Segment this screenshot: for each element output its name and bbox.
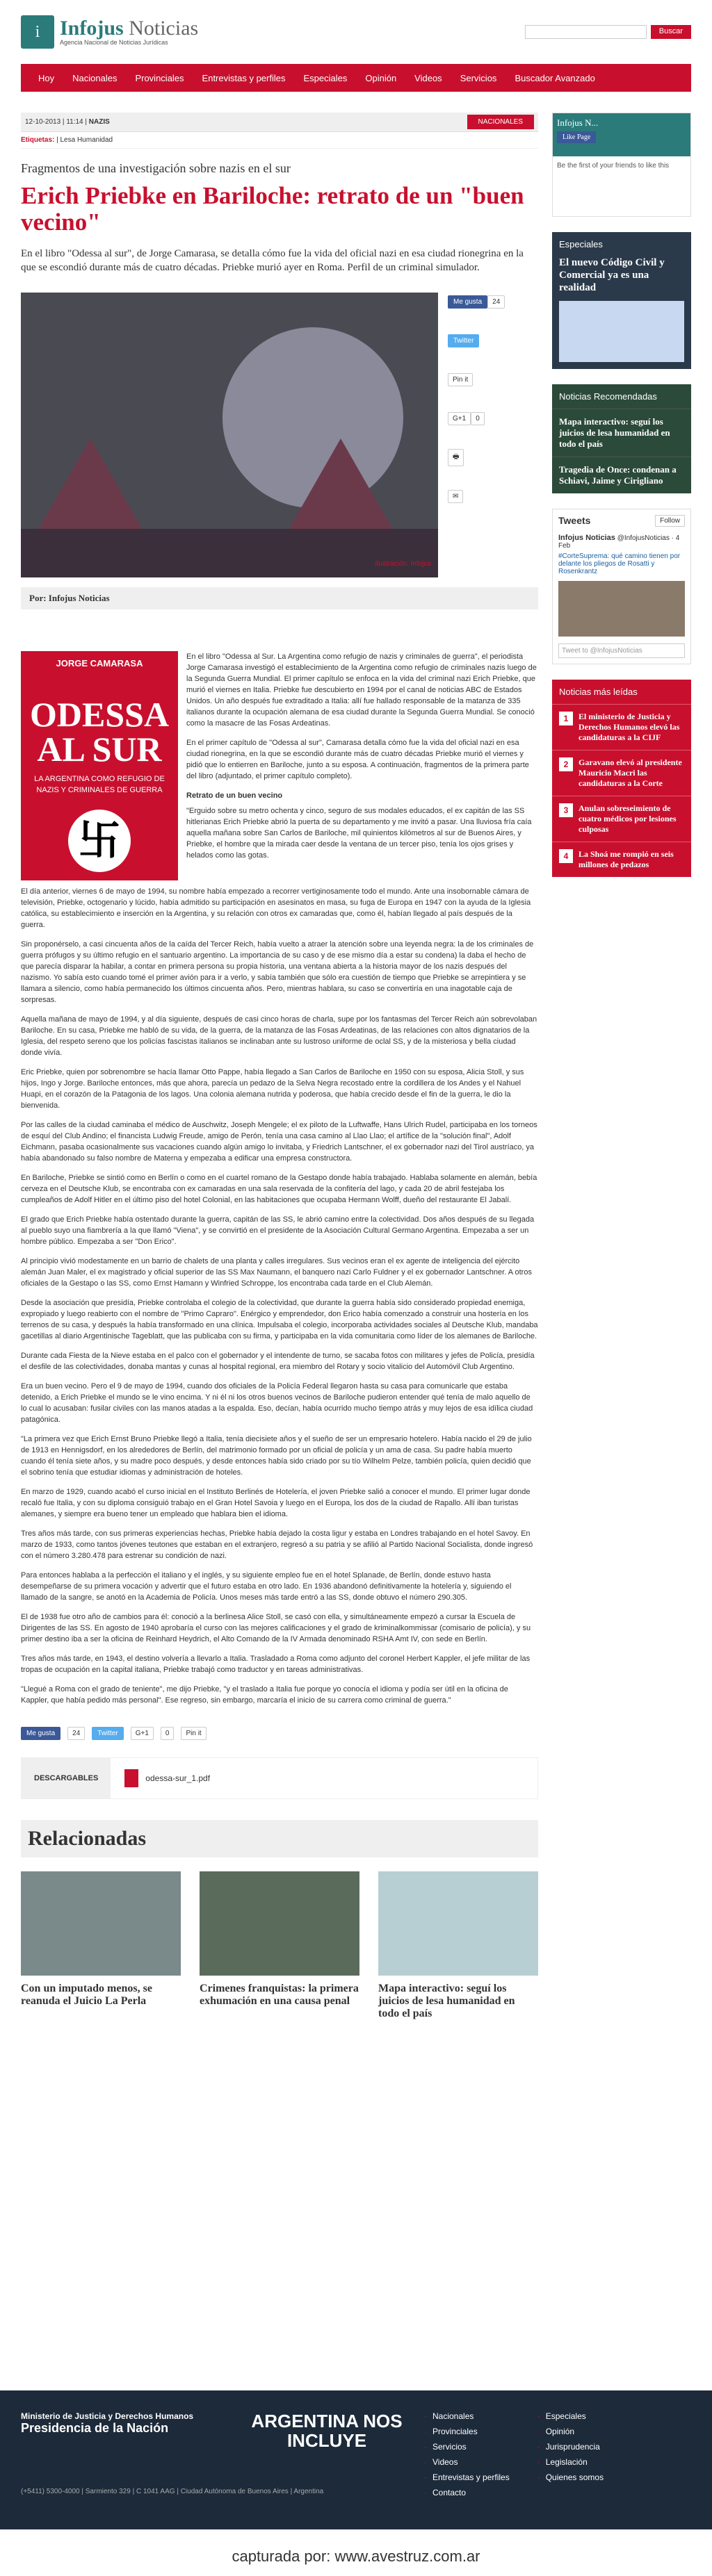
section-tag[interactable]: NACIONALES xyxy=(467,115,534,129)
paragraph: Sin proponérselo, a casi cincuenta años de la caída del Tercer Reich, había vuelto a atraer la atención sobre una leyenda negra: la de los criminales de guerra prófugos y su último refugio en el santuario argentino. La importancia de su caso y de ese mismo día a estar su condena) la daba el hecho de que parecía disparar la habilar, a contar en primera persona su propia historia, una ventana abierta a la historia mayor de los nazis después del nazismo. Yo sabía esto cuando tomé el primer avión para ir a verlo, y sabía también que sólo era cuestión de tiempo que Priebke se arrepintiera y se llamara a silencio, como había permanecido los últimos cincuenta años. Pero, mientras hablara, su caso se convertiría en una inagotable caja de sorpresas. xyxy=(21,940,534,1004)
footer-link[interactable]: · Videos xyxy=(424,2457,510,2467)
nav-provinciales[interactable]: Provinciales xyxy=(135,72,184,83)
footer-slogan: ARGENTINA NOS INCLUYE xyxy=(251,2411,403,2451)
nav-servicios[interactable]: Servicios xyxy=(460,72,497,83)
gplus-button[interactable]: G+1 xyxy=(448,412,471,425)
most-read-item[interactable]: 1 El ministerio de Justicia y Derechos Humanos elevó las candidaturas a la CIJF xyxy=(552,704,691,750)
paragraph: En el primer capítulo de "Odessa al sur", Camarasa detalla cómo fue la vida del oficial nazi en esa ciudad rionegrina, en la que se escondió durante más de cuatro décadas Priebke murió el viernes y pidió que lo entierren en Bariloche, junto a su esposa. A continuación, fragmentos de la primera parte del libro (adjuntado, el primer capítulo completo). xyxy=(186,739,529,780)
paragraph: Tres años más tarde, con sus primeras experiencias hechas, Priebke había dejado la costa ligur y estaba en Londres trabajando en el hotel Savoy. En marzo de 1933, como tantos jóvenes teutones que estaban en el extranjero, regresó a su patria y se afilió al Partido Nacional Socialista, donde ingresó con el número 3.280.478 para estrenar su condición de nazi. xyxy=(21,1529,533,1560)
gplus-count: 0 xyxy=(471,412,485,425)
search-area xyxy=(525,25,691,39)
pinterest-button-bottom[interactable]: Pin it xyxy=(181,1727,206,1740)
paragraph: El grado que Erich Priebke había ostentado durante la guerra, capitán de las SS, le abrió camino entre la colectividad. Dos años después de su llegada al pueblo suyo una fiambrería a la que llamó "Viena", y se convirtió en el presidente de la Asociación Cultural Germano Argentina. Empezaba a ser un hombre público. Empezaba a ser "Don Erico". xyxy=(21,1215,535,1246)
most-read-item[interactable]: 3 Anulan sobreseimiento de cuatro médicos por lesiones culposas xyxy=(552,796,691,842)
floor-shape xyxy=(21,529,438,577)
related-card[interactable]: Mapa interactivo: seguí los juicios de lesa humanidad en todo el país xyxy=(378,1871,538,2020)
paragraph: "Llegué a Roma con el grado de teniente", me dijo Priebke, "y el traslado a Italia fue porque yo conocía el idioma y podía ser útil en la oficina de Kappler, que había pedido más personal". Ese regreso, sin embargo, marcaría el inicio de su carrera como criminal de guerra." xyxy=(21,1685,508,1705)
article-lead: En el libro "Odessa al sur", de Jorge Camarasa, se detalla cómo fue la vida del oficial nazi en esa ciudad rionegrina en la que se escondió durante más de cuatro décadas. Priebke murió ayer en Roma. Perfil de un criminal simulador. xyxy=(21,248,524,273)
paragraph: En marzo de 1929, cuando acabó el curso inicial en el Instituto Berlinés de Hotelería, el joven Priebke salió a conocer el mundo. El primer lugar donde recaló fue Italia, y con su diploma consiguió trabajo en el Gran Hotel Savoia y luego en el Europa, los dos de la ciudad de Rapallo. Allí iban turistas alemanes, y siempre era bueno tener un empleado que hablara bien el idioma. xyxy=(21,1488,531,1518)
footer: Ministerio de Justicia y Derechos Humanos Presidencia de la Nación ARGENTINA NOS INCLUYE · Nacionales · Provinciales · Servicios · Videos · Entrevistas y perfiles · Contacto · Especiales · Opinión · Jurisprudencia · Legislación · Quienes somos (+5411) 5300-4000 | Sarmiento 329 | C 1041 AAG | Ciudad Autónoma de Buenos Aires | Argentina xyxy=(0,2390,712,2529)
paragraph: Al principio vivió modestamente en un barrio de chalets de una planta y calles irregulares. Sus vecinos eran el ex agente de inteligencia del ejército alemán Juan Maler, el ex magistrado y oficial superior de las SS Max Naumann, el banquero nazi Carlo Fuldner y el ex gobernador Lantschner. A otros oficiales de la Gestapo o las SS, como Ernst Hamann y Winfried Schroppe, los encontraba cada tarde en el Club Alemán. xyxy=(21,1257,532,1288)
paragraph: En Bariloche, Priebke se sintió como en Berlín o como en el cuartel romano de la Gestapo donde había trabajado. Hablaba solamente en alemán, bebía cerveza en el Deutsche Klub, se encontraba con ex camaradas en una sala reservada de la confitería del lago, y cada 20 de abril festejaba los cumpleaños de Adolf Hitler en el último piso del hotel Colonial, en las habitaciones que ocupaba Hermann Wolff, dueño del restaurante El Jabalí. xyxy=(21,1174,537,1204)
related-thumb xyxy=(378,1871,538,1976)
image-caption: Ilustración: Infojus xyxy=(375,560,431,568)
article-illustration xyxy=(21,293,438,577)
download-link[interactable]: odessa-sur_1.pdf xyxy=(145,1773,211,1783)
twitter-button[interactable]: Twitter xyxy=(448,334,479,347)
article-date: 12-10-2013 xyxy=(25,118,61,126)
fb-count: 24 xyxy=(487,295,505,309)
most-read-item[interactable]: 4 La Shoá me rompió en seis millones de pedazos xyxy=(552,842,691,877)
article-body xyxy=(21,651,538,1706)
tweet-photo xyxy=(558,581,685,637)
twitter-button-bottom[interactable]: Twitter xyxy=(92,1727,123,1740)
paragraph: Aquella mañana de mayo de 1994, y al día siguiente, después de casi cinco horas de charla, supe por los fantasmas del Tercer Reich aún sobrevolaban Bariloche. En su casa, Priebke me habló de su vida, de la guerra, de la matanza de las Fosas Ardeatinas, de las relaciones con altos dignatarios de la Iglesia, del respeto sereno que los policías fascistas italianos se inclinaban ante su lustroso uniforme de oclal SS, y de la misteriosa y bella ciudad donde vivía. xyxy=(21,1015,537,1057)
book-cover: JORGE CAMARASA ODESSA AL SUR LA ARGENTINA COMO REFUGIO DE NAZIS Y CRIMINALES DE GUERRA 卐 xyxy=(21,651,178,880)
nav-especiales[interactable]: Especiales xyxy=(303,72,348,83)
tweet-input[interactable]: Tweet to @InfojusNoticias xyxy=(558,643,685,658)
related-thumb xyxy=(200,1871,359,1976)
especiales-widget[interactable]: Especiales El nuevo Código Civil y Comercial ya es una realidad xyxy=(552,232,691,369)
recommended-widget: Noticias Recomendadas Mapa interactivo: seguí los juicios de lesa humanidad en todo el país Tragedia de Once: condenan a Schiavi, Jaime y Cirigliano xyxy=(552,384,691,493)
search-input[interactable] xyxy=(525,25,647,39)
downloads xyxy=(21,1757,538,1799)
paragraph: Eric Priebke, quien por sobrenombre se hacía llamar Otto Pappe, había llegado a San Carlos de Bariloche en 1950 con su esposa, Alicia Stoll, y sus hijos, Ingo y Jorge. Bariloche entonces, más que ahora, parecía un pedazo de la Selva Negra recostado entre la cordillera de los Andes y el Nahuel Huapi, en el corazón de la Patagonia de los lagos. Una colonia alemana nutrida y poderosa, que había crecido desde el fin de la guerra, le dio la bienvenida. xyxy=(21,1068,524,1110)
article-kicker: Fragmentos de una investigación sobre nazis en el sur xyxy=(21,161,291,175)
fb-page-like-button[interactable]: Like Page xyxy=(557,131,596,143)
fb-widget: Infojus N... Like Page Be the first of your friends to like this xyxy=(552,113,691,217)
sidebar xyxy=(552,113,691,2020)
paragraph: El de 1938 fue otro año de cambios para él: conoció a la berlinesa Alice Stoll, se casó con ella, y simultáneamente empezó a cursar la Escuela de Dirigentes de las SS. En agosto de 1940 aprobaría el curso con las mejores calificaciones y el grado de kriminalkommissar (comisario de policía), y su primer destino iba a ser la oficina de Reinhard Heydrich, el Alto Comando de la IV Armada denominado RSHA Amt IV, con sede en Berlín. xyxy=(21,1613,531,1643)
search-button[interactable]: Buscar xyxy=(651,25,691,39)
footer-link[interactable]: · Provinciales xyxy=(424,2427,510,2436)
paragraph: Era un buen vecino. Pero el 9 de mayo de 1994, cuando dos oficiales de la Policía Federal llegaron hasta su casa para comunicarle que estaba detenido, a Erich Priebke el mundo se le vino encima. Y ni él ni los otros buenos vecinos de Bariloche pudieron entender qué tenía de malo aquello de lo cual lo acusaban: fusilar civiles con las manos atadas a la espalda. Eso, decían, había ocurrido mucho tiempo atrás y muy lejos de esa idílica ciudad patagónica. xyxy=(21,1382,533,1424)
footer-address: (+5411) 5300-4000 | Sarmiento 329 | C 1041 AAG | Ciudad Autónoma de Buenos Aires | Argentina xyxy=(21,2488,324,2495)
paragraph: Durante cada Fiesta de la Nieve estaba en el palco con el gobernador y el intendente de turno, se sacaba fotos con militares y jefes de Policía, presidía el desfile de las colectividades, donaba mantas y cunas al hospital regional, era miembro del Rotary y socio vitalicio del Automóvil Club Argentino. xyxy=(21,1352,535,1371)
paragraph: El día anterior, viernes 6 de mayo de 1994, su nombre había empezado a recorrer vertiginosamente todo el mundo. Ante una insobornable cámara de televisión, Priebke, octogenario y lúcido, había admitido su participación en asesinatos en masa, su fuga de Europa en 1947 con la ayuda de la Iglesia católica, su establecimiento e inserción en la Argentina, y su relación con otros ex camaradas que, como él, habían llegado al país después de la guerra. xyxy=(21,887,531,929)
footer-link[interactable]: · Entrevistas y perfiles xyxy=(424,2472,510,2482)
author-bar: Por: Infojus Noticias xyxy=(21,587,538,609)
article xyxy=(21,113,538,2020)
footer-link[interactable]: · Contacto xyxy=(424,2488,510,2497)
most-read-item[interactable]: 2 Garavano elevó al presidente Mauricio Macri las candidaturas a la Corte xyxy=(552,750,691,796)
twitter-widget: Tweets Follow Infojus Noticias @InfojusNoticias · 4 Feb #CorteSuprema: qué camino tienen por delante los pliegos de Rosatti y Rosenkrantz Tweet to @InfojusNoticias xyxy=(552,509,691,664)
site-logo[interactable] xyxy=(21,15,198,49)
paragraph: "Erguido sobre su metro ochenta y cinco, seguro de sus modales educados, el ex capitán de las SS hitlerianas Erich Priebke abrió la puerta de su departamento y me invitó a pasar. Una lluviosa fría caía aquella mañana sobre San Carlos de Bariloche, mil quinientos kilómetros al sur de Buenos Aires, y Priebke, el hombre que la mirada caer desde la ventana de un tercer piso, tenía los ojos grises y helados como las gotas. xyxy=(186,807,532,860)
paragraph: Desde la asociación que presidía, Priebke controlaba el colegio de la colectividad, que durante la guerra había sido considerado propiedad enemiga, expropiado y luego reabierto con el nombre de "Primo Capraro". Enérgico y emprendedor, don Erico había comenzado a construir una hostería en los terrenos de su casa, y después la había transformado en una clínica. Impulsaba el colegio, incorporaba actividades sociales al Deutsche Klub, mandaba gacetillas al diario Argentinische Tageblatt, que las publicaba con su firma, y participaba en la vida comunitaria como líder de los alemanes de Bariloche. xyxy=(21,1299,538,1340)
related-card[interactable]: Crimenes franquistas: la primera exhumación en una causa penal xyxy=(200,1871,359,2020)
article-time: 11:14 xyxy=(66,118,83,126)
print-icon[interactable]: 🖶 xyxy=(448,449,464,466)
label-link[interactable]: Lesa Humanidad xyxy=(60,136,113,144)
swastika-icon: 卐 xyxy=(68,810,131,872)
main-nav xyxy=(21,64,691,92)
nav-buscador[interactable]: Buscador Avanzado xyxy=(515,72,595,83)
subhead: Retrato de un buen vecino xyxy=(186,791,283,800)
fb-like-button[interactable]: Me gusta xyxy=(448,295,487,309)
fb-like-button-bottom[interactable]: Me gusta xyxy=(21,1727,60,1740)
paragraph: Para entonces hablaba a la perfección el italiano y el inglés, y su siguiente empleo fue en el hotel Splanade, de Berlín, donde estuvo hasta desempeñarse de su primera vocación y advertir que el futuro estaba en otro lado. En 1936 abandonó definitivamente la hotelería y, siguiendo el llamado de la sangre, se anotó en la Academia de Policía. Unos meses más tarde entró a las SS, donde obtuvo el número 290.305. xyxy=(21,1571,512,1602)
nav-entrevistas[interactable]: Entrevistas y perfiles xyxy=(202,72,286,83)
dateline: 12-10-2013 | 11:14 | NAZIS NACIONALES xyxy=(21,113,538,132)
recommended-item[interactable]: Tragedia de Once: condenan a Schiavi, Jaime y Cirigliano xyxy=(552,457,691,493)
article-section: NAZIS xyxy=(88,118,110,126)
footer-link[interactable]: · Especiales xyxy=(537,2411,604,2421)
nav-hoy[interactable]: Hoy xyxy=(38,72,55,83)
nav-opinion[interactable]: Opinión xyxy=(365,72,397,83)
site-subtitle: Agencia Nacional de Noticias Jurídicas xyxy=(60,39,168,46)
footer-link[interactable]: · Legislación xyxy=(537,2457,604,2467)
pdf-icon xyxy=(124,1769,138,1787)
labels: Etiquetas: | Lesa Humanidad xyxy=(21,132,538,149)
pinterest-button[interactable]: Pin it xyxy=(448,373,473,386)
related-card[interactable]: Con un imputado menos, se reanuda el Juicio La Perla xyxy=(21,1871,181,2020)
footer-link[interactable]: · Quienes somos xyxy=(537,2472,604,2482)
article-title: Erich Priebke en Bariloche: retrato de un "buen vecino" xyxy=(21,182,524,236)
most-read-widget: Noticias más leídas 1 El ministerio de Justicia y Derechos Humanos elevó las candidaturas a la CIJF 2 Garavano elevó al presidente Mauricio Macri las candidaturas a la Corte 3 Anulan sobreseimiento de cuatro médicos por lesiones culposas 4 La Shoá me rompió en seis millones de pedazos xyxy=(552,680,691,877)
footer-link[interactable]: · Servicios xyxy=(424,2442,510,2452)
nav-videos[interactable]: Videos xyxy=(414,72,442,83)
bottom-share-bar xyxy=(21,1723,538,1744)
paragraph: En el libro "Odessa al Sur. La Argentina como refugio de nazis y criminales de guerra", el periodista Jorge Camarasa investigó el establecimiento de la Argentina como refugio de criminales nazis luego de la Segunda Guerra Mundial. El primer capítulo se enfoca en la vida del criminal nazi Erich Priebke, que murió el viernes en Italia. Priebke fue descubierto en 1994 por el canal de noticias ABC de Estados Unidos. Un año después fue extraditado a Italia: allí fue hallado responsable de la matanza de 335 italianos durante la ocupación alemana de esa ciudad durante la Segunda Guerra Mundial. Se conoció como la masacre de las Fosas Ardeatinas. xyxy=(186,653,537,728)
footer-link[interactable]: · Opinión xyxy=(537,2427,604,2436)
recommended-item[interactable]: Mapa interactivo: seguí los juicios de lesa humanidad en todo el país xyxy=(552,409,691,457)
paragraph: "La primera vez que Erich Ernst Bruno Priebke llegó a Italia, tenía diecisiete años y el sueño de ser un empresario hotelero. Había nacido el 29 de julio de 1913 en Hennigsdorf, en los alrededores de Berlín, del matrimonio formado por un oficial de policía y un ama de casa. Su padre había muerto cuando él tenía siete años, y su madre poco después, y desde entonces había sido criado por su tío Wilhelm Pelze, también policía, quien decidió que el sobrino tenía que estudiar idiomas y administración de hoteles. xyxy=(21,1435,532,1477)
logo-icon: i xyxy=(21,15,54,49)
footer-link[interactable]: · Nacionales xyxy=(424,2411,510,2421)
nav-nacionales[interactable]: Nacionales xyxy=(72,72,118,83)
site-name: Infojus Noticias xyxy=(60,17,199,40)
capture-credit: capturada por: www.avestruz.com.ar xyxy=(232,2548,480,2565)
especiales-thumb xyxy=(559,301,684,362)
header xyxy=(0,0,712,64)
related-title: Relacionadas xyxy=(21,1820,538,1857)
share-column xyxy=(448,293,538,577)
email-icon[interactable]: ✉ xyxy=(448,490,463,503)
paragraph: Tres años más tarde, en 1943, el destino volvería a llevarlo a Italia. Trasladado a Roma como adjunto del coronel Herbert Kappler, el jefe militar de las tropas de ocupación en la capital italiana, Priebke trabajó como traductor y en tareas administrativas. xyxy=(21,1655,531,1674)
mountain-shape xyxy=(35,438,146,536)
related-list xyxy=(21,1871,538,2020)
footer-link[interactable]: · Jurisprudencia xyxy=(537,2442,604,2452)
paragraph: Por las calles de la ciudad caminaba el médico de Auschwitz, Joseph Mengele; el ex piloto de la Luftwaffe, Hans Ulrich Rudel, participaba en los torneos de esquí del Club Andino; el financista Ludwig Freude, amigo de Perón, tenía una casa camino al Llao Llao; el artífice de la "solución final", Adolf Eichmann, pasaba ocasionalmente sus vacaciones cuando algún amigo lo invitaba, y Friedrich Lantschner, el ex gobernador nazi del Tirol austríaco, ya había abandonado su falso nombre de Materna y empezaba a edificar una empresa constructora. xyxy=(21,1121,537,1163)
mountain-shape xyxy=(285,438,396,536)
gplus-button-bottom[interactable]: G+1 xyxy=(131,1727,154,1740)
twitter-follow-button[interactable]: Follow xyxy=(655,515,685,527)
related-thumb xyxy=(21,1871,181,1976)
fb-count-bottom: 24 xyxy=(67,1727,85,1740)
downloads-label: DESCARGABLES xyxy=(22,1758,111,1798)
gplus-count-bottom: 0 xyxy=(161,1727,175,1740)
